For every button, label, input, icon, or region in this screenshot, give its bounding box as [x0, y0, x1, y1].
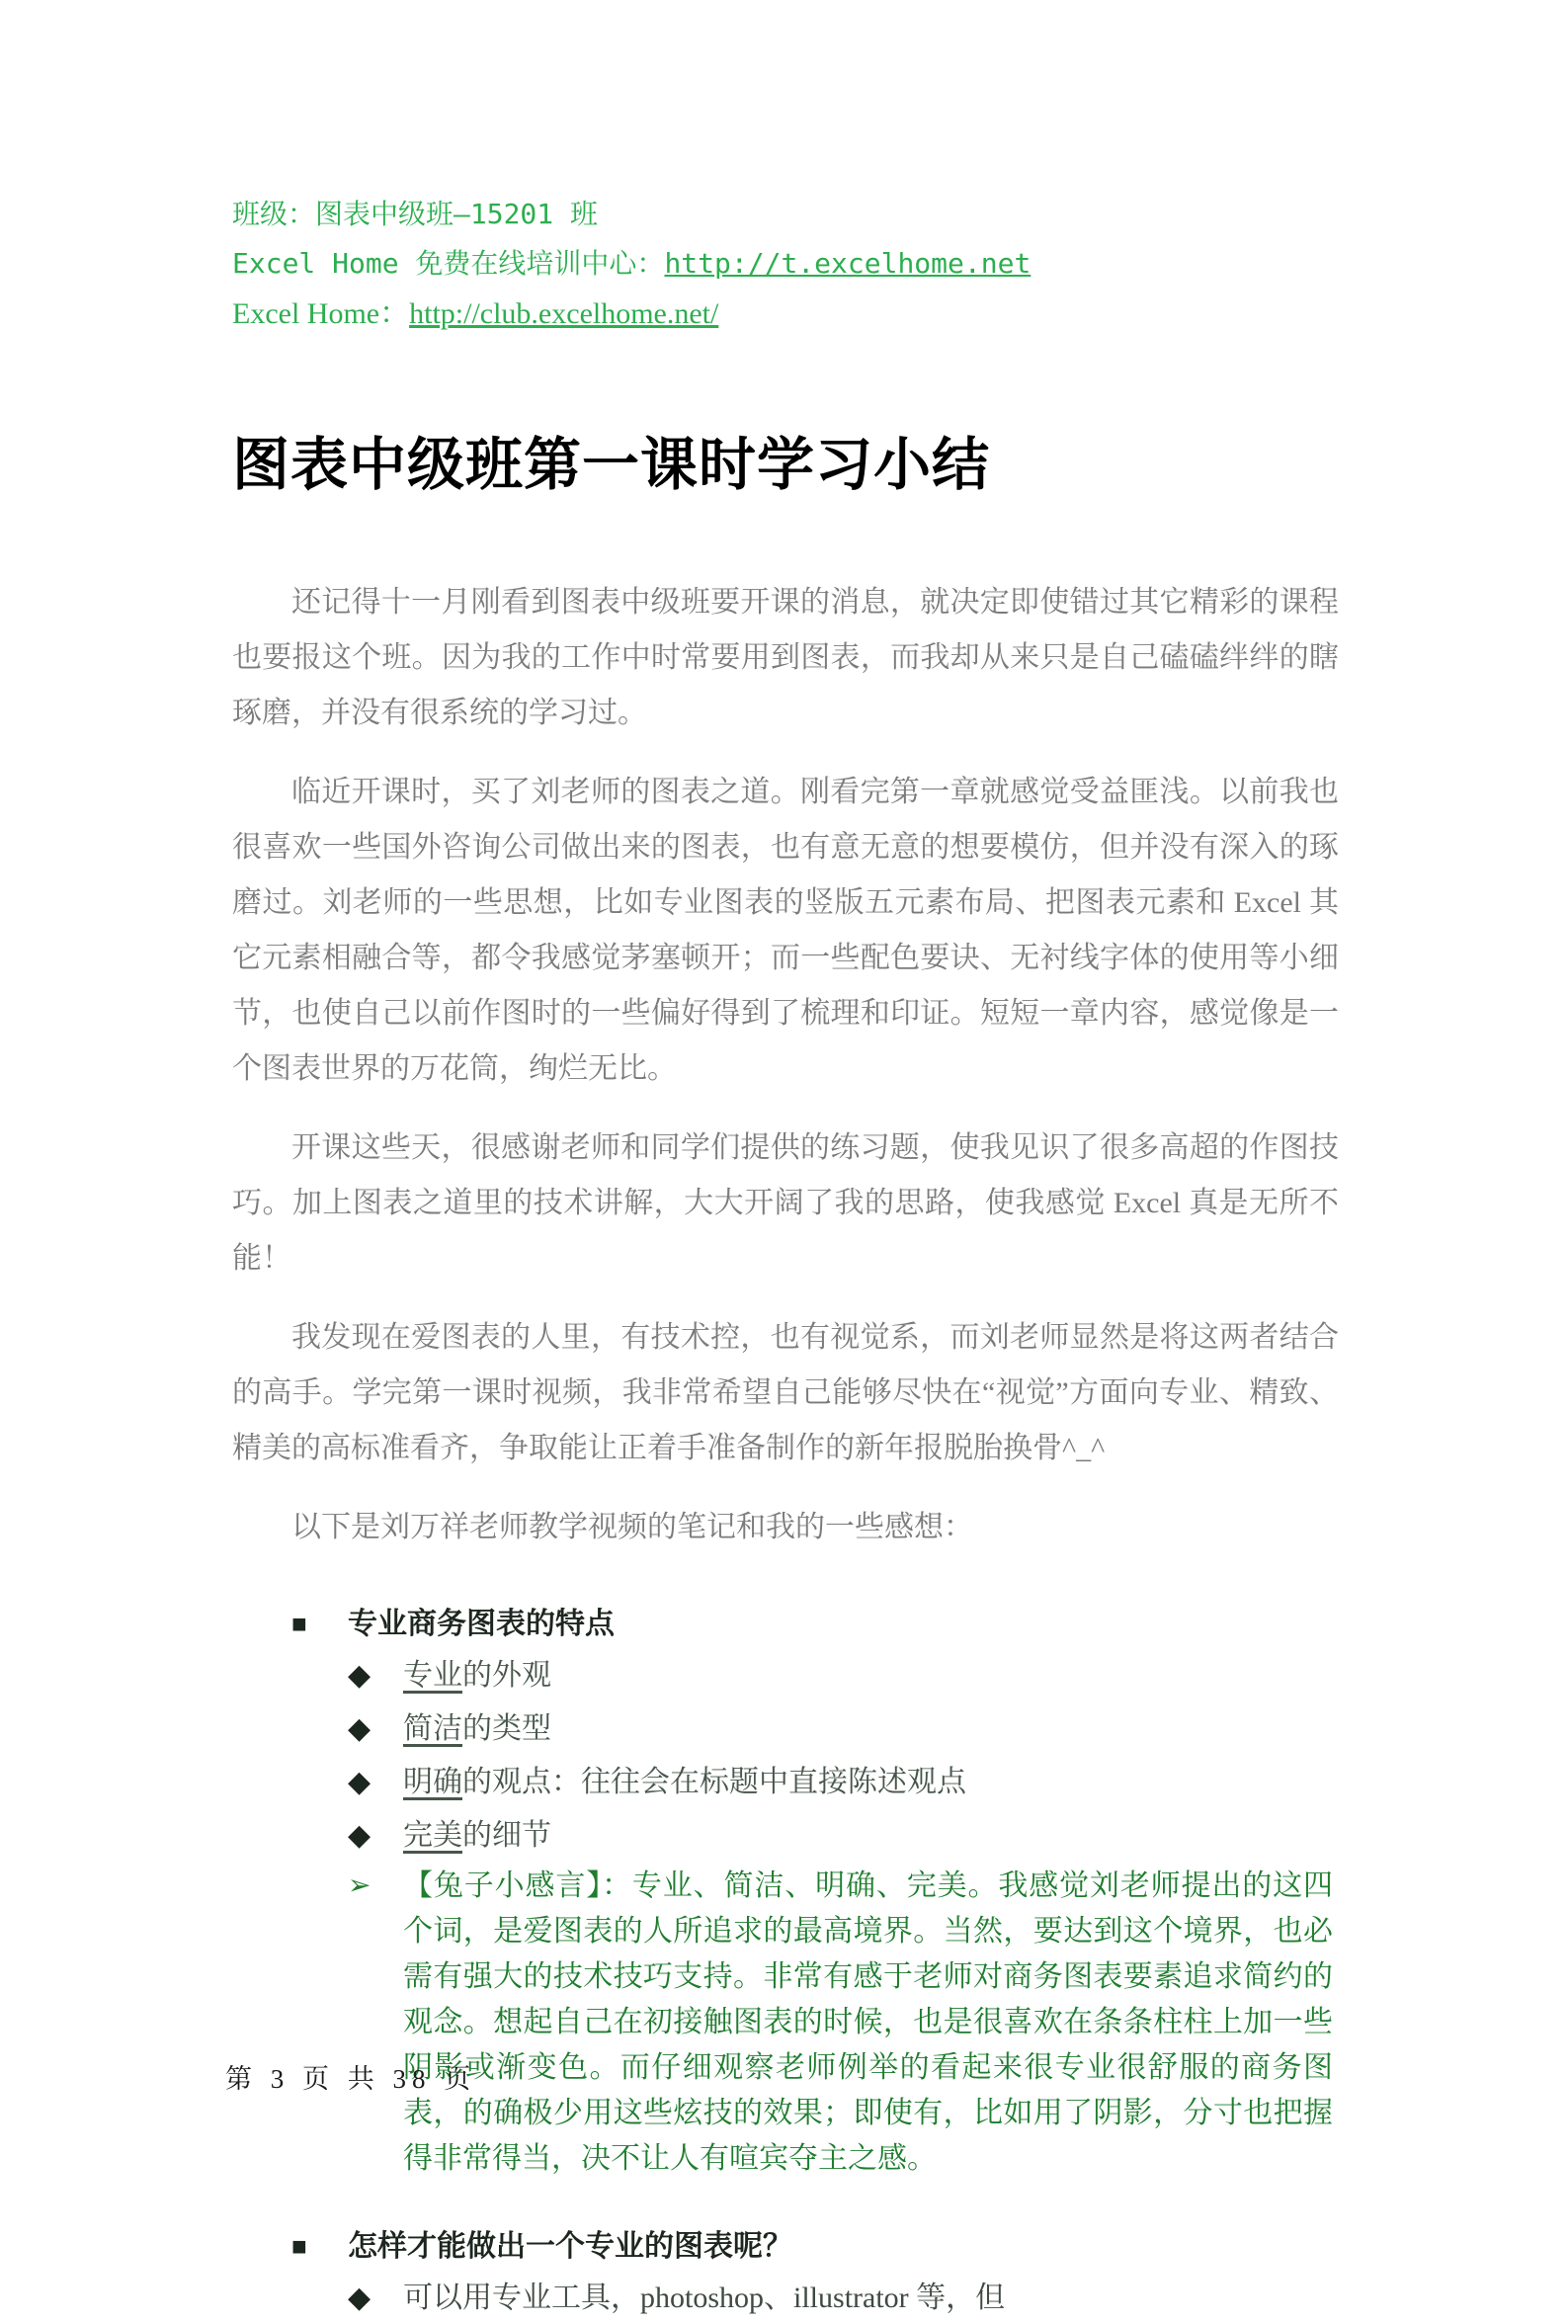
paragraph-goal: 我发现在爱图表的人里，有技术控，也有视觉系，而刘老师显然是将这两者结合的高手。学完第一课时视频，我非常希望自己能够尽快在“视觉”方面向专业、精致、精美的高标准看齐，争取能让正着手准备制作的新年报脱胎换骨^_^ [232, 1321, 1339, 1464]
excelhome-line [232, 289, 1339, 340]
list-item [348, 2273, 1339, 2324]
class-info-text: 班级：图表中级班—15201 班 [232, 198, 599, 230]
list-item [348, 1810, 1339, 1862]
arrow-bullet-icon: ➢ [348, 1870, 371, 1901]
note-row [348, 1864, 1339, 2182]
underlined-keyword: 明确 [403, 1766, 462, 1798]
list-item [348, 1757, 1339, 1808]
list-item-text [403, 1650, 551, 1702]
item-rest: 的外观 [462, 1659, 551, 1692]
training-center-label: Excel Home 免费在线培训中心： [232, 247, 665, 280]
underlined-keyword: 专业 [403, 1659, 462, 1692]
item-rest: 的观点：往往会在标题中直接陈述观点 [462, 1766, 966, 1798]
page-title: 图表中级班第一课时学习小结 [232, 433, 991, 497]
paragraph-book: 临近开课时，买了刘老师的图表之道。刚看完第一章就感觉受益匪浅。以前我也很喜欢一些国外咨询公司做出来的图表，也有意无意的想要模仿，但并没有深入的琢磨过。刘老师的一些思想，比如专业图表的竖版五元素布局、把图表元素和 Excel 其它元素相融合等，都令我感觉茅塞顿开；而一些配色要诀、无衬线字体的使用等小细节，也使自己以前作图时的一些偏好得到了梳理和印证。短短一章内容，感觉像是一个图表世界的万花筒，绚烂无比。 [232, 776, 1339, 1085]
section-how-to-make [232, 2221, 1339, 2324]
list-item-text [403, 1810, 551, 1862]
section-heading: 怎样才能做出一个专业的图表呢？ [348, 2230, 792, 2263]
diamond-bullet-icon: ◆ [348, 1712, 371, 1745]
body-text [232, 575, 1339, 1555]
diamond-bullet-icon: ◆ [348, 1819, 371, 1852]
training-center-line [232, 239, 1339, 289]
list-item-text [403, 1757, 966, 1808]
paragraph-intro: 还记得十一月刚看到图表中级班要开课的消息，就决定即使错过其它精彩的课程也要报这个班。因为我的工作中时常要用到图表，而我却从来只是自己磕磕绊绊的瞎琢磨，并没有很系统的学习过。 [232, 586, 1339, 729]
paragraph-notes-lead: 以下是刘万祥老师教学视频的笔记和我的一些感想： [291, 1511, 973, 1543]
list-item [348, 1650, 1339, 1702]
document-header [232, 190, 1339, 340]
diamond-bullet-icon: ◆ [348, 1659, 371, 1692]
list-item-text: 可以用专业工具，photoshop、illustrator 等，但 [403, 2282, 1006, 2314]
training-center-link[interactable]: http://t.excelhome.net [664, 247, 1032, 280]
paragraph-course: 开课这些天，很感谢老师和同学们提供的练习题，使我见识了很多高超的作图技巧。加上图表之道里的技术讲解，大大开阔了我的思路，使我感觉 Excel 真是无所不能！ [232, 1131, 1339, 1275]
section-heading: 专业商务图表的特点 [348, 1608, 615, 1640]
diamond-bullet-icon: ◆ [348, 1766, 371, 1798]
section-heading-row [291, 2221, 1339, 2273]
excelhome-label: Excel Home： [232, 297, 410, 330]
page-number: 第 3 页 共 38 页 [225, 2064, 477, 2094]
list-item [348, 1703, 1339, 1755]
rabbit-note-paragraph: 【兔子小感言】：专业、简洁、明确、完美。我感觉刘老师提出的这四个词，是爱图表的人所追求的最高境界。当然，要达到这个境界，也必需有强大的技术技巧支持。非常有感于老师对商务图表要素追求简约的观念。想起自己在初接触图表的时候，也是很喜欢在条条柱柱上加一些阴影或渐变色。而仔细观察老师例举的看起来很专业很舒服的商务图表，的确极少用这些炫技的效果；即使有，比如用了阴影，分寸也把握得非常得当，决不让人有喧宾夺主之感。 [403, 1869, 1333, 2175]
underlined-keyword: 简洁 [403, 1712, 462, 1745]
square-bullet-icon: ■ [291, 1610, 307, 1638]
diamond-bullet-icon: ◆ [348, 2282, 371, 2314]
excelhome-link[interactable]: http://club.excelhome.net/ [409, 297, 719, 330]
item-rest: 的类型 [462, 1712, 551, 1745]
underlined-keyword: 完美 [403, 1819, 462, 1852]
class-info-line [232, 190, 1339, 239]
square-bullet-icon: ■ [291, 2232, 307, 2261]
item-rest: 的细节 [462, 1819, 551, 1852]
section-heading-row [291, 1599, 1339, 1650]
list-item-text [403, 1703, 551, 1755]
